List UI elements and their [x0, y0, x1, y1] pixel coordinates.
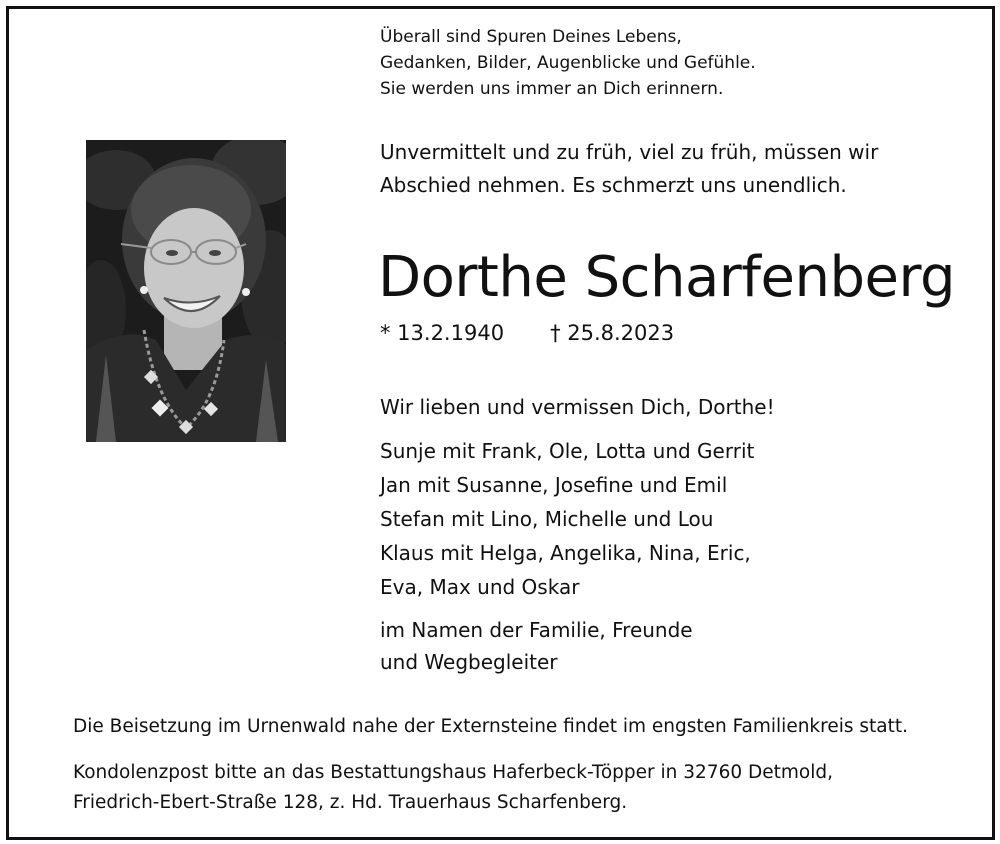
- deceased-name: Dorthe Scharfenberg: [378, 245, 956, 310]
- behalf-line: und Wegbegleiter: [380, 650, 558, 674]
- condolence-line: Kondolenzpost bitte an das Bestattungshaus Haferbeck-Töpper in 32760 Detmold,: [73, 762, 833, 783]
- intro-line: Unvermittelt und zu früh, viel zu früh, müssen wir: [380, 140, 879, 164]
- condolence-line: Friedrich-Ebert-Straße 128, z. Hd. Trauerhaus Scharfenberg.: [73, 792, 628, 813]
- condolence-notice: [73, 758, 833, 818]
- family-list: [380, 434, 754, 604]
- love-line: Wir lieben und vermissen Dich, Dorthe!: [380, 395, 775, 419]
- burial-notice: Die Beisetzung im Urnenwald nahe der Externsteine findet im engsten Familienkreis statt.: [73, 716, 908, 737]
- family-line: Sunje mit Frank, Ole, Lotta und Gerrit: [380, 439, 755, 463]
- family-line: Eva, Max und Oskar: [380, 575, 580, 599]
- behalf-line: im Namen der Familie, Freunde: [380, 618, 693, 642]
- memorial-poem: [380, 24, 756, 102]
- poem-line: Sie werden uns immer an Dich erinnern.: [380, 79, 724, 99]
- portrait-photo: [86, 140, 286, 442]
- behalf-text: [380, 614, 693, 678]
- intro-text: [380, 136, 878, 202]
- intro-line: Abschied nehmen. Es schmerzt uns unendlich.: [380, 173, 847, 197]
- family-line: Stefan mit Lino, Michelle und Lou: [380, 507, 714, 531]
- family-line: Klaus mit Helga, Angelika, Nina, Eric,: [380, 541, 751, 565]
- birth-date: * 13.2.1940: [380, 321, 505, 345]
- life-dates: [380, 318, 674, 348]
- death-date: † 25.8.2023: [550, 321, 675, 345]
- poem-line: Gedanken, Bilder, Augenblicke und Gefühle.: [380, 53, 756, 73]
- poem-line: Überall sind Spuren Deines Lebens,: [380, 27, 682, 47]
- family-line: Jan mit Susanne, Josefine und Emil: [380, 473, 728, 497]
